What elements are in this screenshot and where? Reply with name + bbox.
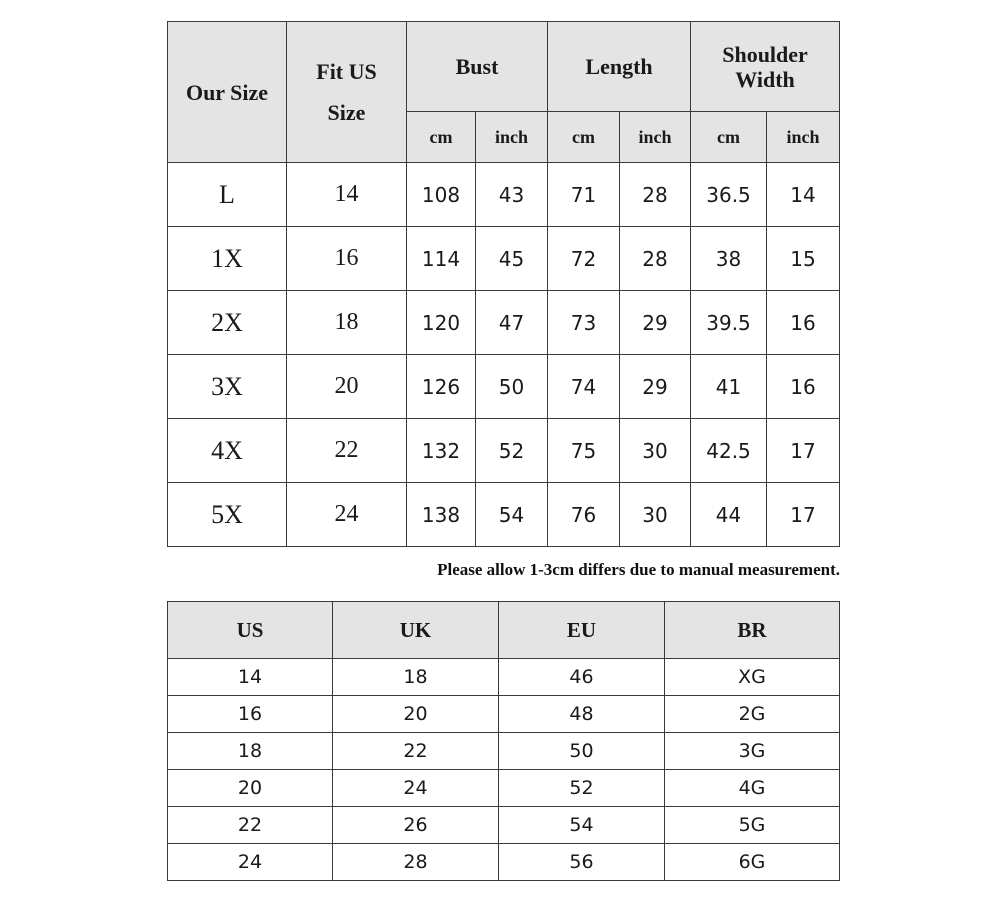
fit-us-size-line1: Fit US bbox=[316, 59, 377, 84]
length-cm-cell: 75 bbox=[548, 419, 620, 483]
table-row bbox=[168, 696, 840, 733]
shoulder-cm-cell: 41 bbox=[691, 355, 767, 419]
shoulder-cm-cell: 42.5 bbox=[691, 419, 767, 483]
shoulder-cm-cell: 36.5 bbox=[691, 163, 767, 227]
length-inch-cell: 28 bbox=[620, 163, 691, 227]
bust-cm-cell: 132 bbox=[407, 419, 476, 483]
us-header: US bbox=[168, 602, 333, 659]
shoulder-cm-cell: 38 bbox=[691, 227, 767, 291]
length-inch-cell: 29 bbox=[620, 355, 691, 419]
uk-cell: 24 bbox=[333, 770, 499, 807]
our-size-cell: L bbox=[168, 163, 287, 227]
table-row bbox=[168, 844, 840, 881]
length-cm-header: cm bbox=[548, 112, 620, 163]
shoulder-line2: Width bbox=[735, 66, 795, 92]
bust-header: Bust bbox=[407, 22, 548, 112]
our-size-cell: 1X bbox=[168, 227, 287, 291]
uk-cell: 22 bbox=[333, 733, 499, 770]
length-cm-cell: 71 bbox=[548, 163, 620, 227]
our-size-cell: 3X bbox=[168, 355, 287, 419]
length-header: Length bbox=[548, 22, 691, 112]
uk-cell: 20 bbox=[333, 696, 499, 733]
br-cell: 2G bbox=[665, 696, 840, 733]
bust-cm-cell: 108 bbox=[407, 163, 476, 227]
uk-header: UK bbox=[333, 602, 499, 659]
table-row bbox=[168, 355, 840, 419]
length-cm-cell: 76 bbox=[548, 483, 620, 547]
table-row bbox=[168, 770, 840, 807]
bust-inch-cell: 43 bbox=[476, 163, 548, 227]
table-row bbox=[168, 419, 840, 483]
our-size-cell: 2X bbox=[168, 291, 287, 355]
fit-us-size-cell: 22 bbox=[287, 419, 407, 483]
shoulder-line1: Shoulder bbox=[722, 41, 808, 67]
fit-us-size-cell: 24 bbox=[287, 483, 407, 547]
fit-us-size-line2: Size bbox=[327, 100, 366, 125]
shoulder-width-header bbox=[691, 22, 840, 112]
us-cell: 24 bbox=[168, 844, 333, 881]
eu-cell: 54 bbox=[499, 807, 665, 844]
our-size-cell: 4X bbox=[168, 419, 287, 483]
shoulder-cm-header: cm bbox=[691, 112, 767, 163]
eu-cell: 48 bbox=[499, 696, 665, 733]
shoulder-cm-cell: 44 bbox=[691, 483, 767, 547]
bust-cm-header: cm bbox=[407, 112, 476, 163]
shoulder-inch-cell: 17 bbox=[767, 483, 840, 547]
shoulder-inch-cell: 16 bbox=[767, 291, 840, 355]
bust-inch-cell: 52 bbox=[476, 419, 548, 483]
length-cm-cell: 72 bbox=[548, 227, 620, 291]
us-cell: 14 bbox=[168, 659, 333, 696]
bust-inch-cell: 47 bbox=[476, 291, 548, 355]
shoulder-inch-cell: 16 bbox=[767, 355, 840, 419]
length-cm-cell: 73 bbox=[548, 291, 620, 355]
us-cell: 20 bbox=[168, 770, 333, 807]
uk-cell: 28 bbox=[333, 844, 499, 881]
br-header: BR bbox=[665, 602, 840, 659]
fit-us-size-header bbox=[287, 22, 407, 163]
bust-inch-cell: 54 bbox=[476, 483, 548, 547]
bust-cm-cell: 126 bbox=[407, 355, 476, 419]
length-cm-cell: 74 bbox=[548, 355, 620, 419]
us-cell: 16 bbox=[168, 696, 333, 733]
br-cell: 5G bbox=[665, 807, 840, 844]
fit-us-size-cell: 20 bbox=[287, 355, 407, 419]
bust-cm-cell: 114 bbox=[407, 227, 476, 291]
table-row bbox=[168, 807, 840, 844]
length-inch-header: inch bbox=[620, 112, 691, 163]
bust-cm-cell: 120 bbox=[407, 291, 476, 355]
shoulder-cm-cell: 39.5 bbox=[691, 291, 767, 355]
bust-cm-cell: 138 bbox=[407, 483, 476, 547]
size-chart-table bbox=[167, 21, 840, 547]
shoulder-inch-cell: 17 bbox=[767, 419, 840, 483]
length-inch-cell: 28 bbox=[620, 227, 691, 291]
table-row bbox=[168, 291, 840, 355]
uk-cell: 26 bbox=[333, 807, 499, 844]
us-cell: 22 bbox=[168, 807, 333, 844]
our-size-header: Our Size bbox=[168, 22, 287, 163]
eu-cell: 50 bbox=[499, 733, 665, 770]
bust-inch-header: inch bbox=[476, 112, 548, 163]
table-row bbox=[168, 733, 840, 770]
br-cell: 3G bbox=[665, 733, 840, 770]
bust-inch-cell: 50 bbox=[476, 355, 548, 419]
eu-header: EU bbox=[499, 602, 665, 659]
length-inch-cell: 30 bbox=[620, 483, 691, 547]
fit-us-size-cell: 14 bbox=[287, 163, 407, 227]
us-cell: 18 bbox=[168, 733, 333, 770]
fit-us-size-cell: 18 bbox=[287, 291, 407, 355]
br-cell: 6G bbox=[665, 844, 840, 881]
bust-inch-cell: 45 bbox=[476, 227, 548, 291]
uk-cell: 18 bbox=[333, 659, 499, 696]
our-size-cell: 5X bbox=[168, 483, 287, 547]
table-row bbox=[168, 483, 840, 547]
table-row bbox=[168, 659, 840, 696]
br-cell: XG bbox=[665, 659, 840, 696]
table-row bbox=[168, 227, 840, 291]
eu-cell: 52 bbox=[499, 770, 665, 807]
size-conversion-table bbox=[167, 601, 840, 881]
fit-us-size-cell: 16 bbox=[287, 227, 407, 291]
length-inch-cell: 29 bbox=[620, 291, 691, 355]
eu-cell: 46 bbox=[499, 659, 665, 696]
table-row bbox=[168, 163, 840, 227]
shoulder-inch-header: inch bbox=[767, 112, 840, 163]
br-cell: 4G bbox=[665, 770, 840, 807]
length-inch-cell: 30 bbox=[620, 419, 691, 483]
shoulder-inch-cell: 15 bbox=[767, 227, 840, 291]
shoulder-inch-cell: 14 bbox=[767, 163, 840, 227]
measurement-note: Please allow 1-3cm differs due to manual measurement. bbox=[437, 560, 840, 579]
eu-cell: 56 bbox=[499, 844, 665, 881]
